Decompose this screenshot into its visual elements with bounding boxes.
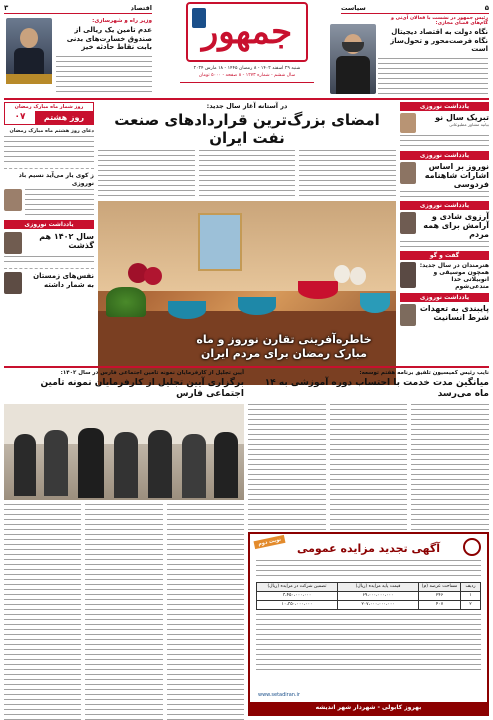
lower-right-body-2 (330, 404, 408, 536)
lower-right-kicker: نایب رئیس کمیسیون تلفیق برنامه هفتم توسعه: (359, 370, 489, 376)
right-story-1[interactable]: تبریک سال نو (435, 113, 489, 122)
left-story-1[interactable]: ز کوی یار می‌آید نسیم باد نوروزی (18, 172, 94, 187)
masthead (0, 0, 493, 98)
lower-left-body-3 (4, 504, 81, 720)
ad-title: آگهی تجدید مزایده عمومی (296, 542, 441, 555)
main-body-col-3 (98, 150, 195, 198)
right-column (400, 102, 489, 364)
newspaper-logo: جمهور (201, 12, 293, 52)
lower-left-body-2 (85, 504, 162, 720)
minister-photo (6, 18, 52, 84)
lower-left-title[interactable]: برگزاری آیین تجلیل از کارفرمایان نمونه تامین اجتماعی فارس (40, 378, 244, 399)
top-left-title: عدم تامین یک ریالی از صندوق خسارت‌های بدنی بابت نقاط حادثه خیز (66, 26, 152, 51)
tag-1: یادداشت نوروزی (400, 102, 489, 111)
main-story (98, 102, 396, 364)
lower-divider (4, 366, 489, 368)
main-title[interactable]: امضای بزرگ‌ترین قراردادهای صنعت نفت ایران (114, 111, 380, 147)
top-right-kicker: رئیس جمهور در نشست با فعالان آی‌تی و گام‌های فضای مجازی: (390, 16, 488, 26)
top-left-kicker: وزیر راه و شهرسازی: (92, 18, 152, 24)
masthead-divider (4, 98, 489, 100)
right-story-2[interactable]: نوروز بر اساس اشارات شاهنامه فردوسی (424, 162, 489, 189)
right-story-3[interactable]: آرزوی شادی و آرامش برای همه مردم (423, 212, 489, 239)
lower-left-story (4, 370, 244, 716)
lower-right-story (248, 370, 489, 530)
logo-frame (186, 2, 308, 62)
right-story-1-author: بیانیه مشاور مطبوعاتی (449, 122, 489, 127)
date-line: شنبه ۲۹ اسفند ۱۴۰۲ - ۸ رمضان ۱۴۴۵ - ۱۸ مارس ۲۰۲۴ (193, 66, 301, 71)
page-marker-right (341, 4, 489, 14)
table-row: ۱ ۲۴۶ ۶۹،۰۰۰،۰۰۰،۰۰۰ ۳،۴۵۰،۰۰۰،۰۰۰ (257, 592, 480, 601)
lower-right-body-3 (248, 404, 326, 536)
lower-left-kicker: آیین تجلیل از کارفرمایان نمونه تامین اجتماعی فارس در سال ۱۴۰۲: (60, 370, 244, 376)
ad-table (256, 582, 481, 610)
ramadan-date-title: روز شمار ماه مبارک رمضان (5, 103, 93, 111)
tag-5: یادداشت نوروزی (400, 293, 489, 302)
tag-3: یادداشت نوروزی (400, 201, 489, 210)
ad-logo-icon (463, 538, 481, 556)
prayer-title: دعای روز هشتم ماه مبارک رمضان (9, 128, 94, 134)
right-story-4[interactable]: هنرمندان در سال جدید: همچون موسیقی و انوبیلاتی خدا مندعی‌شوم (419, 262, 489, 290)
ceremony-photo (4, 404, 244, 500)
president-photo (330, 24, 376, 94)
main-body-col-2 (199, 150, 296, 198)
tag-4: گفت و گو (400, 251, 489, 260)
author-photo-4 (400, 262, 416, 288)
lower-right-body-1 (411, 404, 489, 536)
ad-badge: نوبت دوم (254, 535, 286, 549)
page-number-right: ۵ (484, 4, 489, 12)
author-photo-5 (400, 304, 416, 326)
ramadan-date-box (4, 102, 94, 125)
author-photo-1 (400, 113, 416, 133)
table-row: ۲ ۴۰۷ ۲۰۷،۰۰۰،۰۰۰،۰۰۰ ۱۰،۳۵۰،۰۰۰،۰۰۰ (257, 601, 480, 609)
auction-ad (248, 532, 489, 716)
author-photo-2 (400, 162, 416, 184)
left-author-photo-1 (4, 189, 22, 211)
masthead-rule (180, 82, 314, 83)
top-right-title: نگاه دولت به اقتصاد دیجیتال نگاه فرصت‌محور و تحول‌ساز است (390, 28, 488, 53)
ad-table-header: ردیف مساحت عرصه (م) قیمت پایه مزایده (ریال) تضمین شرکت در مزایده (ریال) (257, 583, 480, 592)
issue-line: سال ششم - شماره ۱۲۷۳ - ۸ صفحه - ۵۰۰۰ تومان (198, 73, 296, 78)
left-story-2[interactable]: سال ۱۴۰۲ هم گذشت (39, 232, 94, 250)
ramadan-day-label: روز هشتم (35, 111, 93, 124)
ramadan-day-number: ۰۷ (5, 111, 35, 124)
logo-block (176, 0, 318, 98)
tag-2: یادداشت نوروزی (400, 151, 489, 160)
ad-website[interactable]: www.setadiran.ir (258, 692, 300, 698)
top-right-body (378, 58, 488, 94)
author-photo-3 (400, 212, 416, 234)
page-marker-left (4, 4, 152, 14)
left-column (4, 102, 94, 364)
page-number-left: ۳ (4, 4, 9, 12)
left-story-3[interactable]: نفس‌های زمستان به شمار داشته (33, 272, 94, 289)
photo-caption: خاطره‌آفرینی تقارن نوروز و ماه مبارک رمضان برای مردم ایران (196, 333, 372, 360)
right-story-5[interactable]: پایبندی به تعهدات شرط انسانیت (419, 304, 489, 322)
top-left-story (4, 16, 152, 98)
main-body-col-1 (299, 150, 396, 198)
top-left-body (56, 56, 152, 94)
lower-left-body-1 (167, 504, 244, 720)
main-kicker: در آستانه آغاز سال جدید: (206, 102, 288, 110)
ad-footer: بهروز کابولی - شهردار شهر اندیشه (250, 702, 487, 714)
section-label-left: اقتصاد (130, 4, 152, 12)
nowruz-photo (98, 201, 396, 385)
section-label-right: سیاست (341, 4, 366, 12)
left-author-photo-3 (4, 272, 22, 294)
top-right-story (330, 16, 490, 98)
lower-right-title[interactable]: میانگین مدت خدمت با احتساب دوره آموزشی به ۱۴ ماه می‌رسد (264, 378, 489, 399)
left-note-tag: یادداشت نوروزی (4, 220, 94, 229)
left-author-photo-2 (4, 232, 22, 254)
